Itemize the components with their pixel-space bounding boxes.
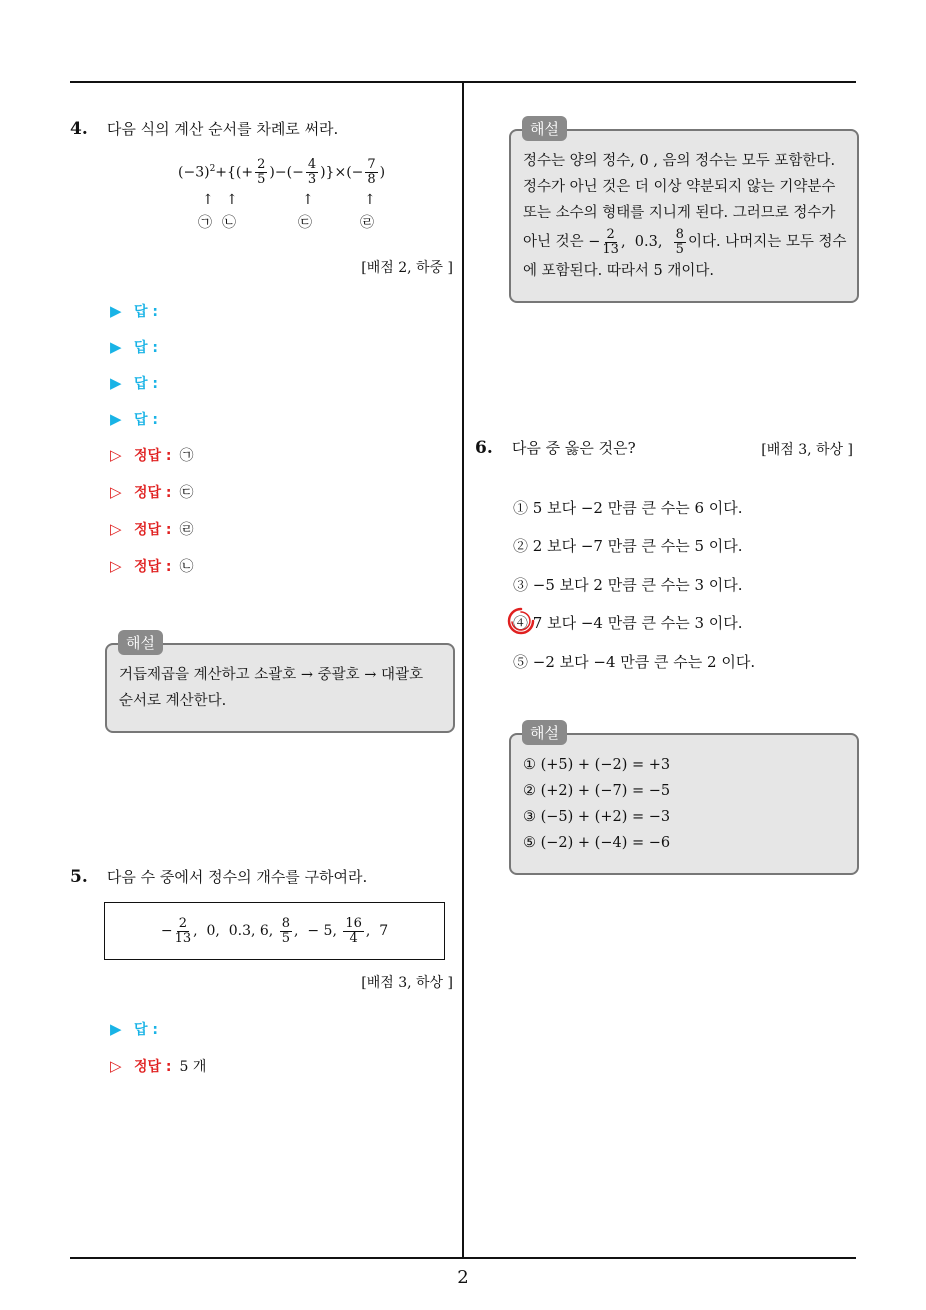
answer-row[interactable]: [110, 301, 158, 321]
expr-part: ): [379, 164, 386, 181]
answer-label: 답 :: [134, 1022, 158, 1038]
correct-label: 정답 :: [134, 1059, 172, 1075]
explanation-box: [509, 129, 859, 303]
expr-part: +{(+: [215, 164, 254, 181]
triangle-right-icon: ▶: [110, 302, 122, 320]
question-number: 4.: [70, 119, 88, 139]
fraction: [175, 917, 192, 946]
fraction: [306, 158, 318, 187]
up-arrow-icon: ↑: [226, 192, 238, 208]
correct-label: 정답 :: [134, 485, 172, 501]
triangle-outline-icon: ▷: [110, 557, 122, 575]
fraction: [343, 917, 364, 946]
correct-value: ㉠: [179, 448, 194, 464]
expr-exponent: 2: [209, 163, 216, 174]
triangle-outline-icon: ▷: [110, 1057, 122, 1075]
explanation-line: 정수가 아닌 것은 더 이상 약분되지 않는 기약분수: [523, 179, 836, 195]
explanation-box: [509, 733, 859, 875]
explanation-line: ② (+2) + (−7) = −5: [523, 783, 671, 799]
correct-label: 정답 :: [134, 559, 172, 575]
correct-value: ㉣: [179, 522, 194, 538]
explanation-line: ⑤ (−2) + (−4) = −6: [523, 835, 671, 851]
explanation-line: 순서로 계산한다.: [119, 693, 227, 709]
correct-value: ㉢: [179, 485, 194, 501]
set-text: , 7: [365, 923, 389, 939]
explanation-line: 또는 소수의 형태를 지니게 된다. 그러므로 정수가: [523, 205, 836, 221]
question-text: 다음 중 옳은 것은?: [511, 439, 636, 457]
explanation-tag: 해설: [522, 116, 567, 141]
fraction: [674, 228, 686, 257]
answer-row[interactable]: [110, 409, 158, 429]
correct-value: ㉡: [179, 559, 194, 575]
correct-label: 정답 :: [134, 448, 172, 464]
correct-answer-row: [110, 482, 194, 502]
correct-answer-row: [110, 556, 194, 576]
explanation-line: [523, 226, 846, 258]
question-number: 6.: [475, 438, 493, 458]
fraction: [602, 228, 619, 257]
triangle-right-icon: ▶: [110, 338, 122, 356]
choice-4[interactable]: ④ 7 보다 −4 만큼 큰 수는 3 이다.: [513, 614, 743, 632]
answer-row[interactable]: [110, 337, 158, 357]
choice-2[interactable]: ② 2 보다 −7 만큼 큰 수는 5 이다.: [513, 537, 743, 555]
explanation-fragment: 이다. 나머지는 모두 정수: [687, 234, 847, 250]
correct-answer-row: [110, 519, 194, 539]
answer-label: 답 :: [134, 304, 158, 320]
numerator: 2: [257, 157, 266, 172]
question-text: 다음 수 중에서 정수의 개수를 구하여라.: [106, 868, 368, 886]
explanation-tag: 해설: [118, 630, 163, 655]
explanation-line: ③ (−5) + (+2) = −3: [523, 809, 671, 825]
marker-label: ㉡: [222, 215, 236, 231]
selected-answer-circle-icon: [506, 606, 536, 636]
triangle-outline-icon: ▷: [110, 446, 122, 464]
numerator: 2: [606, 226, 615, 242]
numerator: 16: [345, 915, 362, 931]
correct-label: 정답 :: [134, 522, 172, 538]
marker-label: ㉢: [298, 215, 312, 231]
question-number: 5.: [70, 867, 88, 887]
triangle-right-icon: ▶: [110, 410, 122, 428]
explanation-line: 정수는 양의 정수, 0 , 음의 정수는 모두 포함한다.: [523, 153, 836, 169]
marker-label: ㉣: [360, 215, 374, 231]
explanation-box: [105, 643, 455, 733]
choice-1[interactable]: ① 5 보다 −2 만큼 큰 수는 6 이다.: [513, 499, 743, 517]
explanation-tag: 해설: [522, 720, 567, 745]
denominator: 5: [675, 241, 684, 257]
question-6-header: [475, 437, 636, 458]
question-5-header: [70, 866, 367, 887]
question-4-header: [70, 118, 338, 139]
column-divider: [462, 83, 464, 1259]
explanation-fragment: , 0.3,: [620, 234, 672, 250]
set-text: , − 5,: [294, 923, 342, 939]
numerator: 8: [675, 226, 684, 242]
score-label: [배점 3, 하상 ]: [361, 975, 453, 991]
answer-row[interactable]: [110, 1019, 158, 1039]
expr-part: (−3): [178, 164, 210, 181]
triangle-right-icon: ▶: [110, 1020, 122, 1038]
denominator: 8: [367, 172, 376, 187]
denominator: 5: [257, 172, 266, 187]
answer-label: 답 :: [134, 412, 158, 428]
marker-label: ㉠: [198, 215, 212, 231]
numerator: 8: [281, 915, 290, 931]
answer-row[interactable]: [110, 373, 158, 393]
minus-sign: −: [160, 923, 173, 939]
explanation-text: [523, 752, 670, 856]
choice-5[interactable]: ⑤ −2 보다 −4 만큼 큰 수는 2 이다.: [513, 653, 756, 671]
numerator: 2: [178, 915, 187, 931]
page-number: 2: [457, 1267, 469, 1288]
correct-answer-row: [110, 1056, 206, 1076]
explanation-text: [523, 148, 846, 284]
number-set-box: [104, 902, 445, 960]
explanation-fragment: 아닌 것은 −: [523, 234, 601, 250]
fraction: [365, 158, 377, 187]
bottom-rule: [70, 1257, 856, 1259]
denominator: 13: [174, 930, 192, 946]
answer-label: 답 :: [134, 340, 158, 356]
triangle-outline-icon: ▷: [110, 520, 122, 538]
score-label: [배점 2, 하중 ]: [361, 260, 453, 276]
expr-part: )−(−: [269, 164, 304, 181]
explanation-line: 에 포함된다. 따라서 5 개이다.: [523, 263, 714, 279]
numerator: 4: [307, 157, 317, 172]
correct-answer-row: [110, 445, 194, 465]
triangle-outline-icon: ▷: [110, 483, 122, 501]
denominator: 4: [349, 930, 358, 946]
denominator: 13: [602, 241, 619, 257]
score-label: [배점 3, 하상 ]: [761, 442, 853, 458]
up-arrow-icon: ↑: [202, 192, 214, 208]
denominator: 3: [307, 172, 317, 187]
explanation-line: 거듭제곱을 계산하고 소괄호 → 중괄호 → 대괄호: [119, 667, 424, 683]
correct-value: 5 개: [179, 1059, 207, 1075]
denominator: 5: [281, 930, 290, 946]
explanation-text: [119, 662, 423, 714]
numerator: 7: [367, 157, 376, 172]
triangle-right-icon: ▶: [110, 374, 122, 392]
explanation-line: ① (+5) + (−2) = +3: [523, 757, 671, 773]
q4-expression: [178, 158, 385, 187]
up-arrow-icon: ↑: [302, 192, 314, 208]
up-arrow-icon: ↑: [364, 192, 376, 208]
choice-3[interactable]: ③ −5 보다 2 만큼 큰 수는 3 이다.: [513, 576, 743, 594]
question-text: 다음 식의 계산 순서를 차례로 써라.: [106, 120, 339, 138]
set-text: , 0, 0.3, 6,: [193, 923, 278, 939]
expr-part: )}×(−: [320, 164, 364, 181]
fraction: [280, 917, 292, 946]
fraction: [255, 158, 267, 187]
answer-label: 답 :: [134, 376, 158, 392]
